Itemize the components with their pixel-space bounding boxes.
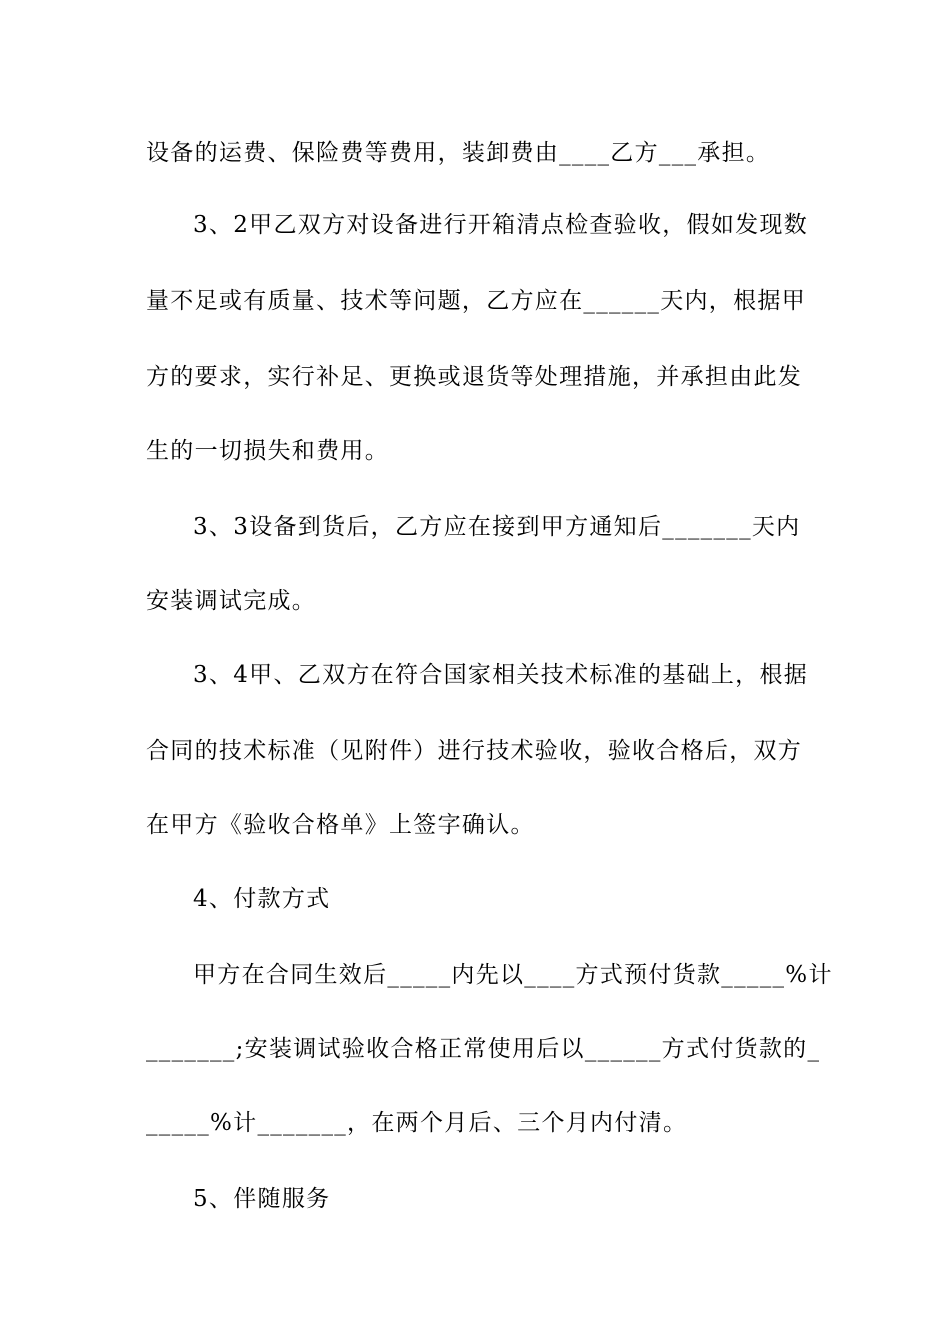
text-line-transport-costs: 设备的运费、保险费等费用，装卸费由____乙方___承担。 bbox=[146, 140, 771, 166]
clause-3-3-line-1: 3、3设备到货后，乙方应在接到甲方通知后_______天内 bbox=[193, 514, 801, 540]
payment-line-1: 甲方在合同生效后_____内先以____方式预付货款_____%计 bbox=[193, 962, 833, 988]
clause-3-2-line-1: 3、2甲乙双方对设备进行开箱清点检查验收，假如发现数 bbox=[193, 212, 809, 238]
clause-3-2-line-3: 方的要求，实行补足、更换或退货等处理措施，并承担由此发 bbox=[146, 364, 803, 390]
section-5-heading: 5、伴随服务 bbox=[193, 1186, 331, 1212]
clause-3-3-line-2: 安装调试完成。 bbox=[146, 588, 317, 614]
payment-line-2: _______;安装调试验收合格正常使用后以______方式付货款的_ bbox=[146, 1036, 821, 1062]
clause-3-2-line-4: 生的一切损失和费用。 bbox=[146, 438, 389, 464]
payment-line-3: _____%计_______，在两个月后、三个月内付清。 bbox=[146, 1110, 688, 1136]
clause-3-4-line-2: 合同的技术标准（见附件）进行技术验收，验收合格后，双方 bbox=[146, 738, 803, 764]
section-4-heading: 4、付款方式 bbox=[193, 886, 331, 912]
clause-3-2-line-2: 量不足或有质量、技术等问题，乙方应在______天内，根据甲 bbox=[146, 288, 806, 314]
clause-3-4-line-3: 在甲方《验收合格单》上签字确认。 bbox=[146, 812, 535, 838]
clause-3-4-line-1: 3、4甲、乙双方在符合国家相关技术标准的基础上，根据 bbox=[193, 662, 809, 688]
